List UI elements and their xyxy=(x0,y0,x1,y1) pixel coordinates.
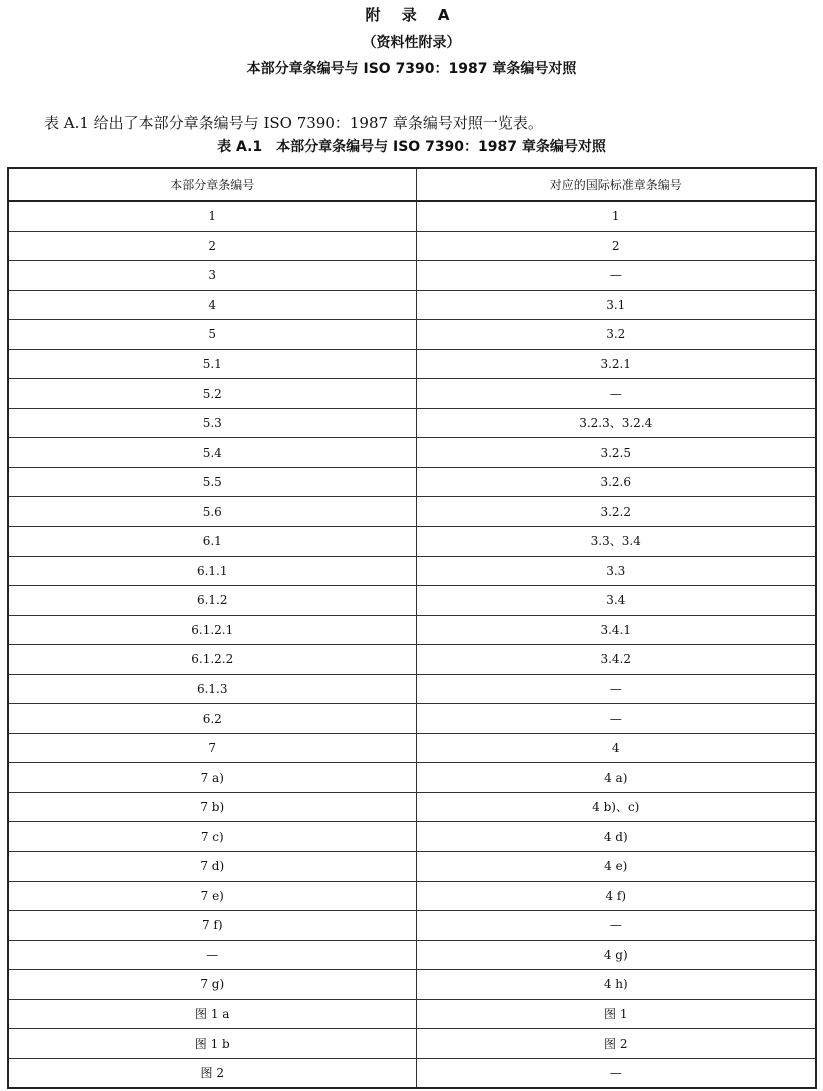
local-clause-cell: 7 xyxy=(8,733,416,763)
table-row xyxy=(8,881,816,911)
local-clause-cell: 2 xyxy=(8,231,416,261)
table-row xyxy=(8,911,816,941)
table-row xyxy=(8,290,816,320)
international-clause-cell: 3.2.3、3.2.4 xyxy=(416,408,816,438)
local-clause-cell: 7 f) xyxy=(8,911,416,941)
international-clause-cell: 3.4 xyxy=(416,586,816,616)
international-clause-cell: 3.4.2 xyxy=(416,645,816,675)
international-clause-cell: — xyxy=(416,674,816,704)
column-header-international: 对应的国际标准章条编号 xyxy=(416,168,816,201)
international-clause-cell: 3.3、3.4 xyxy=(416,527,816,557)
international-clause-cell: 4 xyxy=(416,733,816,763)
local-clause-cell: 图 2 xyxy=(8,1058,416,1088)
international-clause-cell: 4 d) xyxy=(416,822,816,852)
international-clause-cell: — xyxy=(416,1058,816,1088)
column-header-local: 本部分章条编号 xyxy=(8,168,416,201)
table-row xyxy=(8,733,816,763)
local-clause-cell: 7 c) xyxy=(8,822,416,852)
local-clause-cell: 图 1 b xyxy=(8,1029,416,1059)
table-row xyxy=(8,1058,816,1088)
table-row xyxy=(8,349,816,379)
international-clause-cell: 2 xyxy=(416,231,816,261)
local-clause-cell: 7 g) xyxy=(8,970,416,1000)
local-clause-cell: 5 xyxy=(8,320,416,350)
local-clause-cell: 5.1 xyxy=(8,349,416,379)
local-clause-cell: — xyxy=(8,940,416,970)
international-clause-cell: 3.1 xyxy=(416,290,816,320)
international-clause-cell: — xyxy=(416,911,816,941)
appendix-heading: 附 录 A xyxy=(365,6,458,24)
international-clause-cell: 4 e) xyxy=(416,852,816,882)
table-row xyxy=(8,1029,816,1059)
international-clause-cell: — xyxy=(416,379,816,409)
table-caption: 表 A.1 本部分章条编号与 ISO 7390：1987 章条编号对照 xyxy=(217,139,606,155)
international-clause-cell: 3.2.5 xyxy=(416,438,816,468)
international-clause-cell: 3.4.1 xyxy=(416,615,816,645)
local-clause-cell: 5.4 xyxy=(8,438,416,468)
local-clause-cell: 5.6 xyxy=(8,497,416,527)
international-clause-cell: 3.3 xyxy=(416,556,816,586)
table-row xyxy=(8,527,816,557)
appendix-nature: （资料性附录） xyxy=(362,35,461,51)
international-clause-cell: 图 1 xyxy=(416,999,816,1029)
international-clause-cell: 4 f) xyxy=(416,881,816,911)
table-row xyxy=(8,379,816,409)
table-row xyxy=(8,852,816,882)
international-clause-cell: 3.2 xyxy=(416,320,816,350)
table-row xyxy=(8,763,816,793)
table-row xyxy=(8,792,816,822)
international-clause-cell: 4 g) xyxy=(416,940,816,970)
table-row xyxy=(8,822,816,852)
international-clause-cell: 4 b)、c) xyxy=(416,792,816,822)
local-clause-cell: 6.1 xyxy=(8,527,416,557)
local-clause-cell: 1 xyxy=(8,201,416,231)
table-row xyxy=(8,438,816,468)
international-clause-cell: — xyxy=(416,261,816,291)
local-clause-cell: 3 xyxy=(8,261,416,291)
table-row xyxy=(8,704,816,734)
local-clause-cell: 6.1.1 xyxy=(8,556,416,586)
local-clause-cell: 7 e) xyxy=(8,881,416,911)
appendix-title: 本部分章条编号与 ISO 7390：1987 章条编号对照 xyxy=(246,61,577,77)
table-row xyxy=(8,556,816,586)
local-clause-cell: 6.1.2.2 xyxy=(8,645,416,675)
table-header-row xyxy=(8,168,816,201)
intro-paragraph: 表 A.1 给出了本部分章条编号与 ISO 7390：1987 章条编号对照一览表。 xyxy=(44,114,543,132)
table-row xyxy=(8,970,816,1000)
local-clause-cell: 6.2 xyxy=(8,704,416,734)
table-row xyxy=(8,615,816,645)
table-body xyxy=(8,201,816,1088)
table-container xyxy=(7,167,815,1089)
local-clause-cell: 5.2 xyxy=(8,379,416,409)
international-clause-cell: 1 xyxy=(416,201,816,231)
local-clause-cell: 4 xyxy=(8,290,416,320)
international-clause-cell: 3.2.2 xyxy=(416,497,816,527)
table-row xyxy=(8,586,816,616)
table-row xyxy=(8,408,816,438)
table-row xyxy=(8,645,816,675)
table-row xyxy=(8,999,816,1029)
local-clause-cell: 6.1.2.1 xyxy=(8,615,416,645)
international-clause-cell: 4 h) xyxy=(416,970,816,1000)
clause-correspondence-table xyxy=(7,167,817,1089)
local-clause-cell: 7 a) xyxy=(8,763,416,793)
table-row xyxy=(8,940,816,970)
local-clause-cell: 6.1.2 xyxy=(8,586,416,616)
international-clause-cell: 4 a) xyxy=(416,763,816,793)
international-clause-cell: 图 2 xyxy=(416,1029,816,1059)
local-clause-cell: 6.1.3 xyxy=(8,674,416,704)
table-row xyxy=(8,201,816,231)
local-clause-cell: 5.5 xyxy=(8,467,416,497)
local-clause-cell: 5.3 xyxy=(8,408,416,438)
table-row xyxy=(8,320,816,350)
table-row xyxy=(8,497,816,527)
local-clause-cell: 图 1 a xyxy=(8,999,416,1029)
international-clause-cell: 3.2.1 xyxy=(416,349,816,379)
international-clause-cell: — xyxy=(416,704,816,734)
local-clause-cell: 7 b) xyxy=(8,792,416,822)
table-row xyxy=(8,231,816,261)
table-row xyxy=(8,674,816,704)
local-clause-cell: 7 d) xyxy=(8,852,416,882)
international-clause-cell: 3.2.6 xyxy=(416,467,816,497)
table-row xyxy=(8,261,816,291)
table-row xyxy=(8,467,816,497)
